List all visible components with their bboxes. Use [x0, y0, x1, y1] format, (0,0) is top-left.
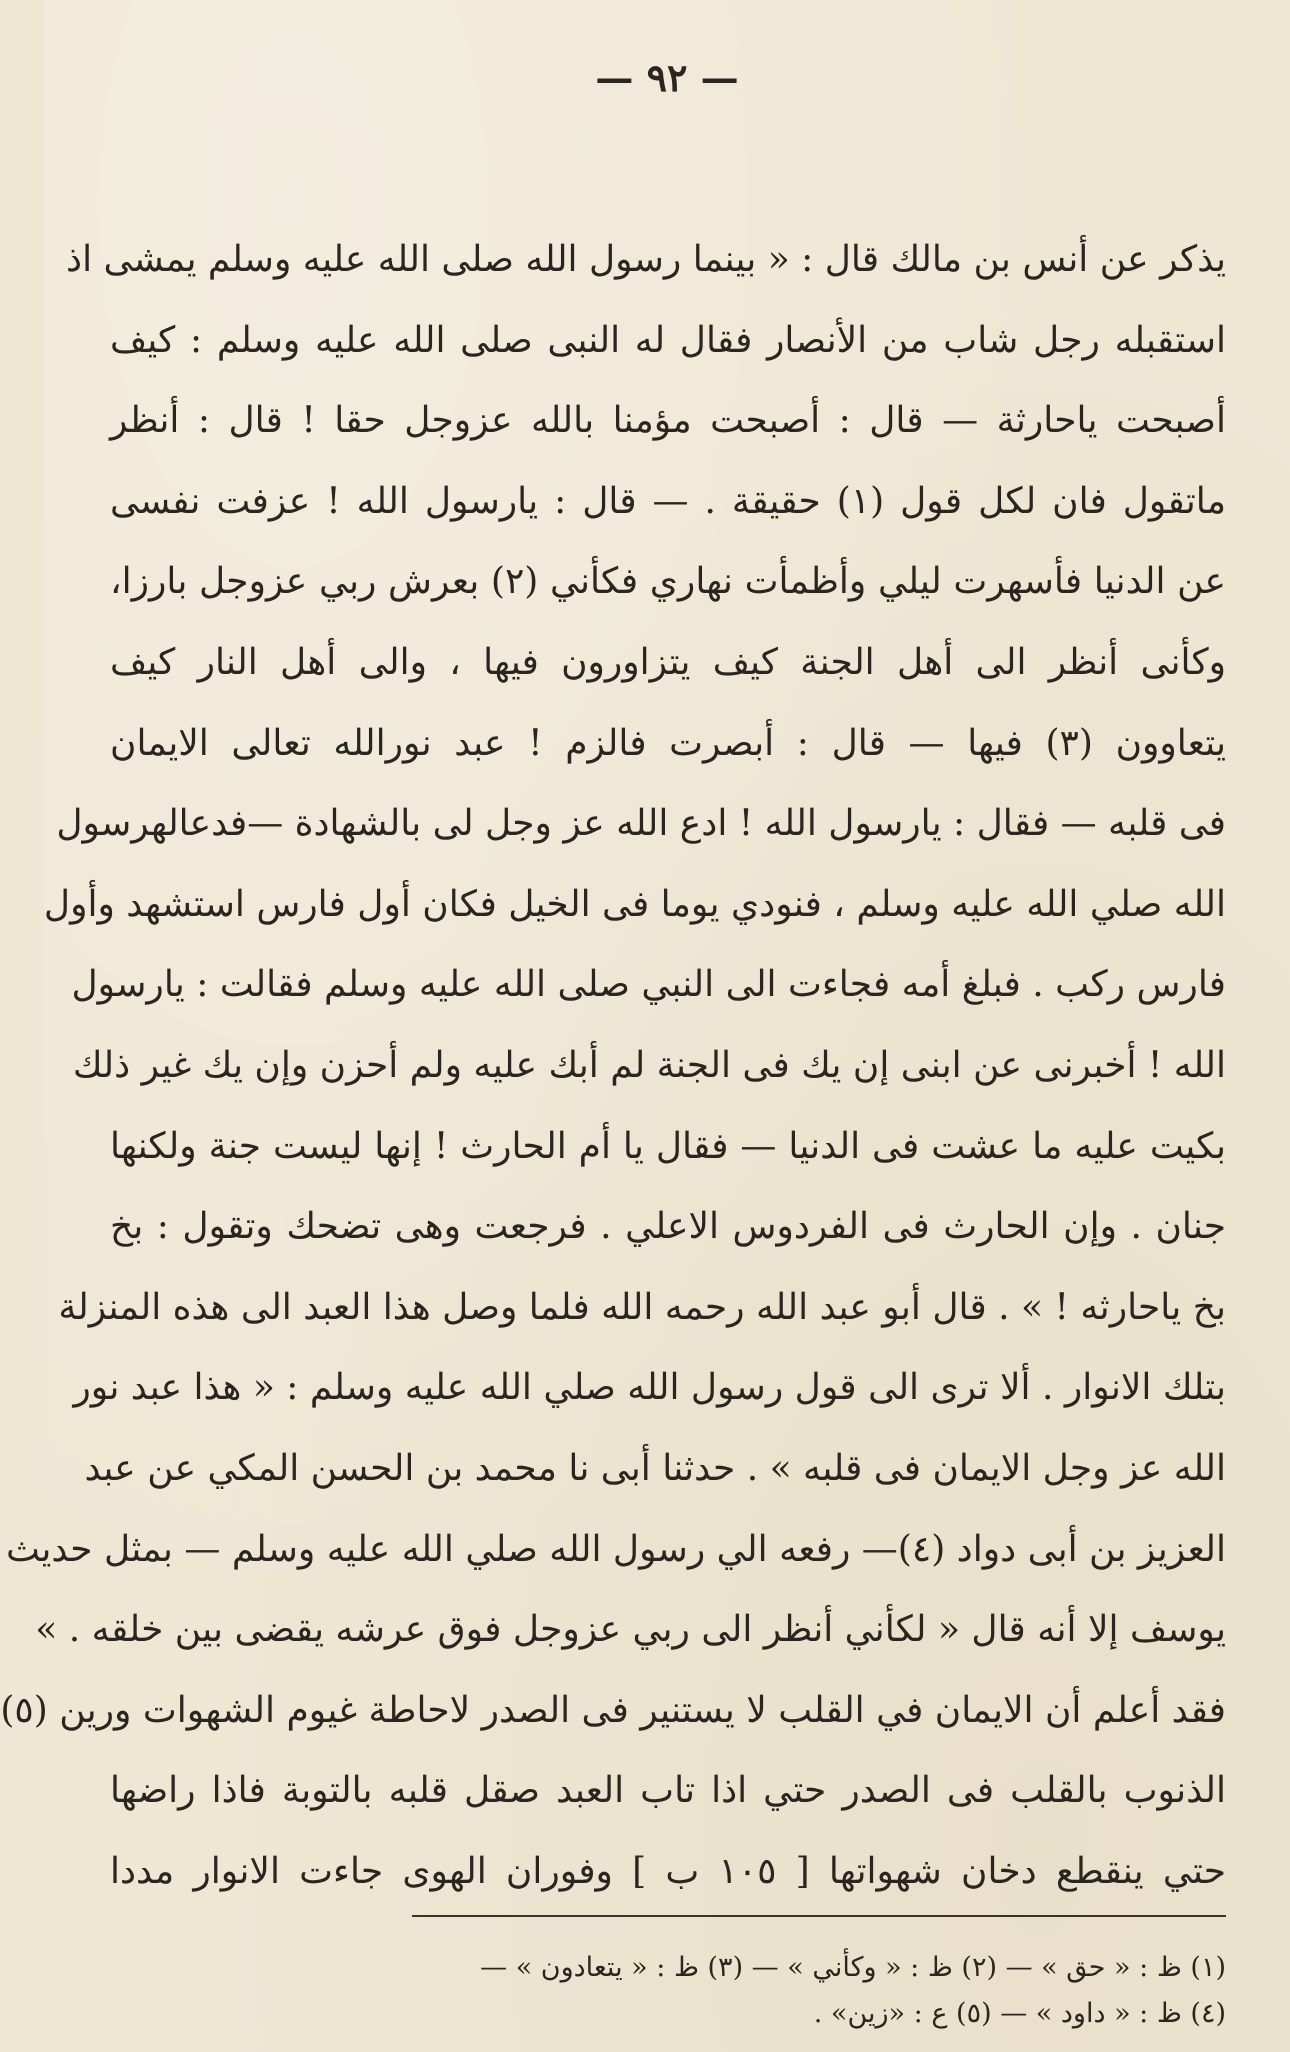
- text-line: فارس ركب . فبلغ أمه فجاءت الى النبي صلى الله عليه وسلم فقالت : يارسول: [71, 964, 1226, 1006]
- text-line: عن الدنيا فأسهرت ليلي وأظمأت نهاري فكأني (٢) بعرش ربي عزوجل بارزا،: [110, 561, 1226, 603]
- main-text: [0, 220, 1227, 1912]
- footnote-line: (٤) ظ : « داود » — (٥) ع : «زين» .: [813, 1998, 1226, 2029]
- text-line: ماتقول فان لكل قول (١) حقيقة . — قال : يارسول الله ! عزفت نفسى: [110, 480, 1226, 522]
- text-line: حتي ينقطع دخان شهواتها [ ١٠٥ ب ] وفوران الهوى جاءت الانوار مددا: [110, 1850, 1226, 1892]
- text-line: أصبحت ياحارثة — قال : أصبحت مؤمنا بالله عزوجل حقا ! قال : أنظر: [110, 400, 1226, 442]
- text-line: يتعاوون (٣) فيها — قال : أبصرت فالزم ! عبد نورالله تعالى الايمان: [110, 722, 1227, 764]
- text-line: بتلك الانوار . ألا ترى الى قول رسول الله صلي الله عليه وسلم : « هذا عبد نور: [73, 1367, 1226, 1409]
- text-line: الله عز وجل الايمان فى قلبه » . حدثنا أبى نا محمد بن الحسن المكي عن عبد: [84, 1447, 1226, 1489]
- text-line: استقبله رجل شاب من الأنصار فقال له النبى صلى الله عليه وسلم : كيف: [110, 319, 1226, 361]
- footnote-line: (١) ظ : « حق » — (٢) ظ : « وكأني » — (٣) ظ : « يتعادون » —: [480, 1952, 1226, 1983]
- text-line: العزيز بن أبى دواد (٤)— رفعه الي رسول الله صلي الله عليه وسلم — بمثل حديث: [6, 1528, 1226, 1570]
- text-line: يوسف إلا أنه قال « لكأني أنظر الى ربي عزوجل فوق عرشه يقضى بين خلقه . »: [35, 1609, 1226, 1651]
- text-line: الله صلي الله عليه وسلم ، فنودي يوما فى الخيل فكان أول فارس استشهد وأول: [43, 883, 1226, 925]
- text-line: الله ! أخبرنى عن ابنى إن يك فى الجنة لم أبك عليه ولم أحزن وإن يك غير ذلك: [72, 1044, 1226, 1086]
- footnotes: [110, 1945, 1226, 2037]
- text-line: فقد أعلم أن الايمان في القلب لا يستنير فى الصدر لاحاطة غيوم الشهوات ورين (٥): [0, 1689, 1226, 1731]
- text-line: الذنوب بالقلب فى الصدر حتي اذا تاب العبد صقل قلبه بالتوبة فاذا راضها: [110, 1770, 1226, 1812]
- text-line: جنان . وإن الحارث فى الفردوس الاعلي . فرجعت وهى تضحك وتقول : بخ: [110, 1206, 1226, 1248]
- text-line: وكأنى أنظر الى أهل الجنة كيف يتزاورون فيها ، والى أهل النار كيف: [110, 641, 1226, 683]
- text-line: بكيت عليه ما عشت فى الدنيا — فقال يا أم الحارث ! إنها ليست جنة ولكنها: [110, 1125, 1226, 1167]
- page-number: — ٩٢ —: [595, 55, 739, 100]
- footnote-divider: [412, 1915, 1226, 1917]
- text-line: يذكر عن أنس بن مالك قال : « بينما رسول الله صلى الله عليه وسلم يمشى اذ: [66, 239, 1226, 280]
- text-line: فى قلبه — فقال : يارسول الله ! ادع الله عز وجل لى بالشهادة —فدعالهرسول: [56, 803, 1226, 845]
- text-line: بخ ياحارثه ! » . قال أبو عبد الله رحمه الله فلما وصل هذا العبد الى هذه المنزلة: [58, 1286, 1226, 1328]
